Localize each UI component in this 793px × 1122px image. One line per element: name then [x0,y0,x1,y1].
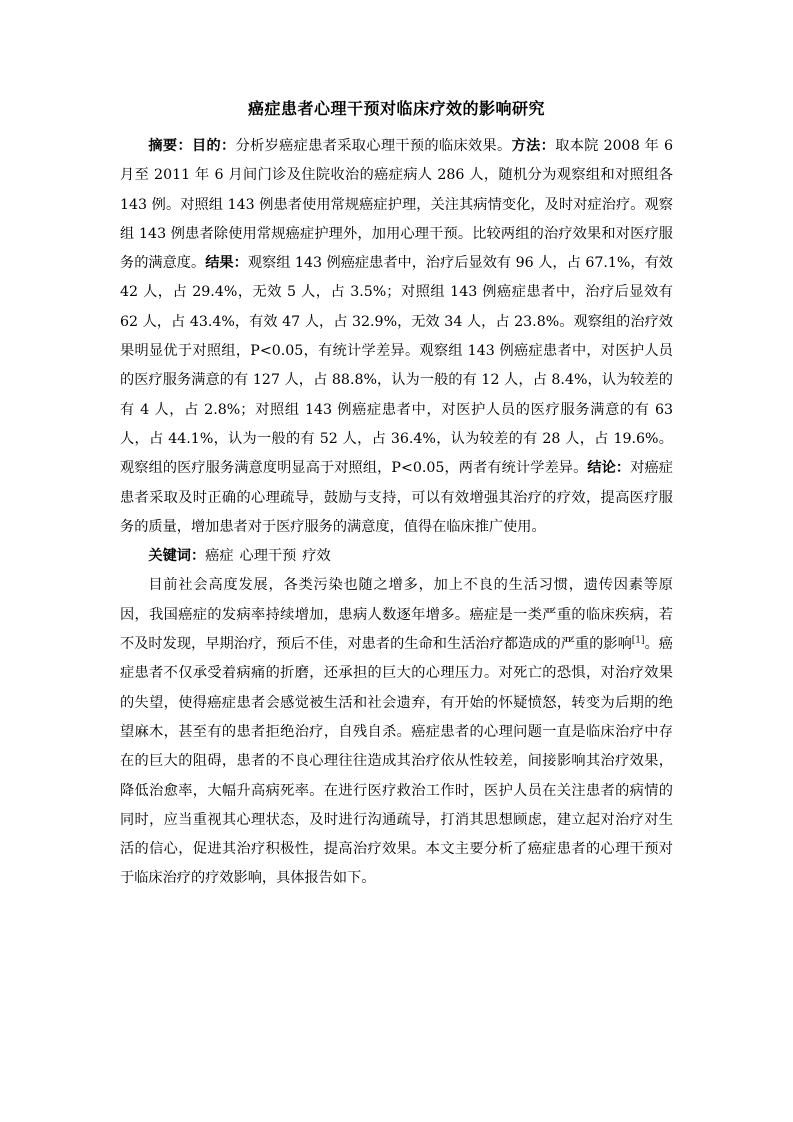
document-title: 癌症患者心理干预对临床疗效的影响研究 [247,99,545,118]
purpose-text: 分析岁癌症患者采取心理干预的临床效果。 [235,138,512,154]
keywords-paragraph [120,542,673,571]
body-paragraph [120,571,673,893]
abstract-paragraph [120,132,673,542]
keyword-item: 癌症 [205,548,234,565]
conclusion-text: 对癌症患者采取及时正确的心理疏导，鼓励与支持，可以有效增强其治疗的疗效，提高医疗服务的质量，增加患者对于医疗服务的满意度，值得在临床推广使用。 [120,460,673,535]
keywords-label: 关键词： [148,548,206,565]
abstract-label: 摘要： [148,138,192,154]
conclusion-label: 结论： [587,460,631,477]
result-text: 观察组 143 例癌症患者中，治疗后显效有 96 人，占 67.1%，有效 42 人，占 29.4%，无效 5 人，占 3.5%；对照组 143 例癌症患者中，治疗后显效有 62 人，占 43.4%，有效 47 人，占 32.9%，无效 34 人，占 23.8%。观察组的治疗效果明显优于对照组，P<0.05，有统计学差异。观察组 143 例癌症患者中，对医护人员的医疗服务满意的有 127 人，占 88.8%，认为一般的有 12 人，占 8.4%，认为较差的有 4 人，占 2.8%；对照组 143 例癌症患者中，对医护人员的医疗服务满意的有 63 人，占 44.1%，认为一般的有 52 人，占 36.4%，认为较差的有 28 人，占 19.6%。观察组的医疗服务满意度明显高于对照组，P<0.05，两者有统计学差异。 [120,255,673,477]
body-text-part2: 。癌症患者不仅承受着病痛的折磨，还承担的巨大的心理压力。对死亡的恐惧，对治疗效果的失望，使得癌症患者会感觉被生活和社会遗弃，有开始的怀疑愤怒，转变为后期的绝望麻木，甚至有的患者拒绝治疗，自残自杀。癌症患者的心理问题一直是临床治疗中存在的巨大的阻碍，患者的不良心理往往造成其治疗依从性较差，间接影响其治疗效果，降低治愈率，大幅升高病死率。在进行医疗救治工作时，医护人员在关注患者的病情的同时，应当重视其心理状态，及时进行沟通疏导，打消其思想顾虑，建立起对治疗对生活的信心，促进其治疗积极性，提高治疗效果。本文主要分析了癌症患者的心理干预对于临床治疗的疗效影响，具体报告如下。 [120,636,673,887]
method-label: 方法： [511,138,556,154]
purpose-label: 目的： [191,138,236,154]
keyword-item: 疗效 [302,548,331,565]
document-page [120,98,673,894]
body-text-part1: 目前社会高度发展，各类污染也随之增多，加上不良的生活习惯，遗传因素等原因，我国癌症的发病率持续增加，患病人数逐年增多。癌症是一类严重的临床疾病，若不及时发现，早期治疗，预后不佳，对患者的生命和生活治疗都造成的严重的影响 [120,577,673,653]
result-label: 结果： [205,255,248,272]
citation-reference[interactable]: [1] [631,635,645,646]
keyword-item: 心理干预 [239,548,297,565]
method-text: 取本院 2008 年 6 月至 2011 年 6 月间门诊及住院收治的癌症病人 286 人，随机分为观察组和对照组各 143 例。对照组 143 例患者使用常规癌症护理，关注其病情变化，及时对症治疗。观察组 143 例患者除使用常规癌症护理外，加用心理干预。比较两组的治疗效果和对医疗服务的满意度。 [120,138,673,272]
